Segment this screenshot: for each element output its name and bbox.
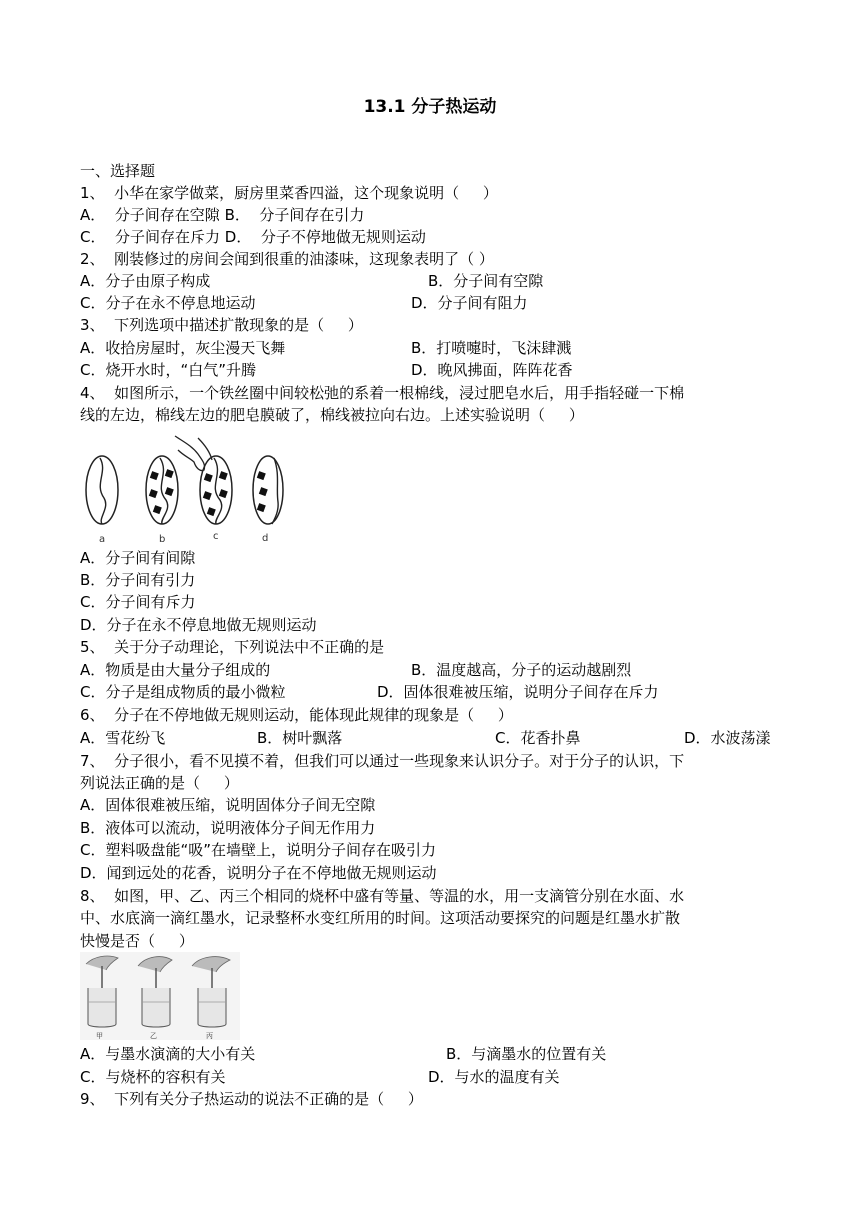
q7-option-a: A．固体很难被压缩，说明固体分子间无空隙	[80, 796, 376, 814]
q5-stem: 5、 关于分子动理论，下列说法中不正确的是	[80, 638, 385, 656]
soap-film-figure	[80, 432, 290, 544]
q3-option-b: B．打喷嚏时，飞沫肆溅	[411, 339, 572, 357]
q2-option-c: C．分子在永不停息地运动	[80, 294, 256, 312]
q8-stem-line2: 中、水底滴一滴红墨水，记录整杯水变红所用的时间。这项活动要探究的问题是红墨水扩散	[80, 909, 681, 927]
q6-option-c: C．花香扑鼻	[495, 729, 581, 747]
q7-stem-line1: 7、 分子很小，看不见摸不着，但我们可以通过一些现象来认识分子。对于分子的认识，下	[80, 752, 685, 770]
fig-label-a: a	[99, 534, 106, 544]
q4-option-d: D．分子在永不停息地做无规则运动	[80, 616, 317, 634]
q8-option-c: C．与烧杯的容积有关	[80, 1068, 226, 1086]
fig-label-c: c	[213, 531, 219, 542]
fig-label-yi: 乙	[150, 1032, 157, 1040]
q8-option-b: B．与滴墨水的位置有关	[446, 1045, 607, 1063]
page-title: 13.1 分子热运动	[363, 97, 497, 117]
q2-option-a: A．分子由原子构成	[80, 272, 211, 290]
beaker-figure	[80, 952, 240, 1040]
fig-loop-b	[146, 456, 178, 524]
q5-option-b: B．温度越高，分子的运动越剧烈	[411, 661, 632, 679]
q4-stem-line2: 线的左边，棉线左边的肥皂膜破了，棉线被拉向右边。上述实验说明（ ）	[80, 406, 584, 424]
q3-option-a: A．收拾房屋时，灰尘漫天飞舞	[80, 339, 286, 357]
fig-label-jia: 甲	[96, 1032, 103, 1040]
q5-option-a: A．物质是由大量分子组成的	[80, 661, 271, 679]
q2-stem: 2、 刚装修过的房间会闻到很重的油漆味，这现象表明了（ ）	[80, 250, 494, 268]
q6-option-b: B．树叶飘落	[257, 729, 343, 747]
section-heading: 一、选择题	[80, 162, 156, 180]
fig-loop-c	[175, 436, 232, 524]
q9-stem: 9、 下列有关分子热运动的说法不正确的是（ ）	[80, 1090, 423, 1108]
q4-option-b: B．分子间有引力	[80, 571, 196, 589]
q4-option-a: A．分子间有间隙	[80, 549, 196, 567]
q7-stem-line2: 列说法正确的是（ ）	[80, 774, 239, 792]
q8-stem-line3: 快慢是否（ ）	[80, 932, 194, 950]
q7-option-c: C．塑料吸盘能“吸”在墙壁上，说明分子间存在吸引力	[80, 841, 437, 859]
fig-label-bing: 丙	[206, 1032, 213, 1040]
q4-option-c: C．分子间有斥力	[80, 593, 196, 611]
q7-option-b: B．液体可以流动，说明液体分子间无作用力	[80, 819, 376, 837]
q1-options-row1: A． 分子间存在空隙 B． 分子间存在引力	[80, 206, 365, 224]
q6-option-d: D．水波荡漾	[684, 729, 771, 747]
q4-stem-line1: 4、 如图所示，一个铁丝圈中间较松弛的系着一根棉线，浸过肥皂水后，用手指轻碰一下棉	[80, 384, 685, 402]
q8-stem-line1: 8、 如图，甲、乙、丙三个相同的烧杯中盛有等量、等温的水，用一支滴管分别在水面、水	[80, 887, 685, 905]
q1-options-row2: C． 分子间存在斥力 D． 分子不停地做无规则运动	[80, 228, 426, 246]
q1-stem: 1、 小华在家学做菜，厨房里菜香四溢，这个现象说明（ ）	[80, 184, 498, 202]
q8-option-d: D．与水的温度有关	[428, 1068, 560, 1086]
fig-label-b: b	[159, 534, 166, 544]
q3-stem: 3、 下列选项中描述扩散现象的是（ ）	[80, 316, 363, 334]
fig-loop-a	[86, 456, 118, 524]
q8-option-a: A．与墨水演滴的大小有关	[80, 1045, 256, 1063]
fig-label-d: d	[262, 533, 269, 544]
q6-stem: 6、 分子在不停地做无规则运动，能体现此规律的现象是（ ）	[80, 706, 513, 724]
q3-option-c: C．烧开水时，“白气”升腾	[80, 361, 257, 379]
q5-option-c: C．分子是组成物质的最小微粒	[80, 683, 286, 701]
q2-option-d: D．分子间有阻力	[411, 294, 528, 312]
q7-option-d: D．闻到远处的花香，说明分子在不停地做无规则运动	[80, 864, 437, 882]
q3-option-d: D．晚风拂面，阵阵花香	[411, 361, 573, 379]
q6-option-a: A．雪花纷飞	[80, 729, 166, 747]
q2-option-b: B．分子间有空隙	[428, 272, 544, 290]
fig-loop-d	[253, 456, 283, 524]
q5-option-d: D．固体很难被压缩，说明分子间存在斥力	[377, 683, 659, 701]
